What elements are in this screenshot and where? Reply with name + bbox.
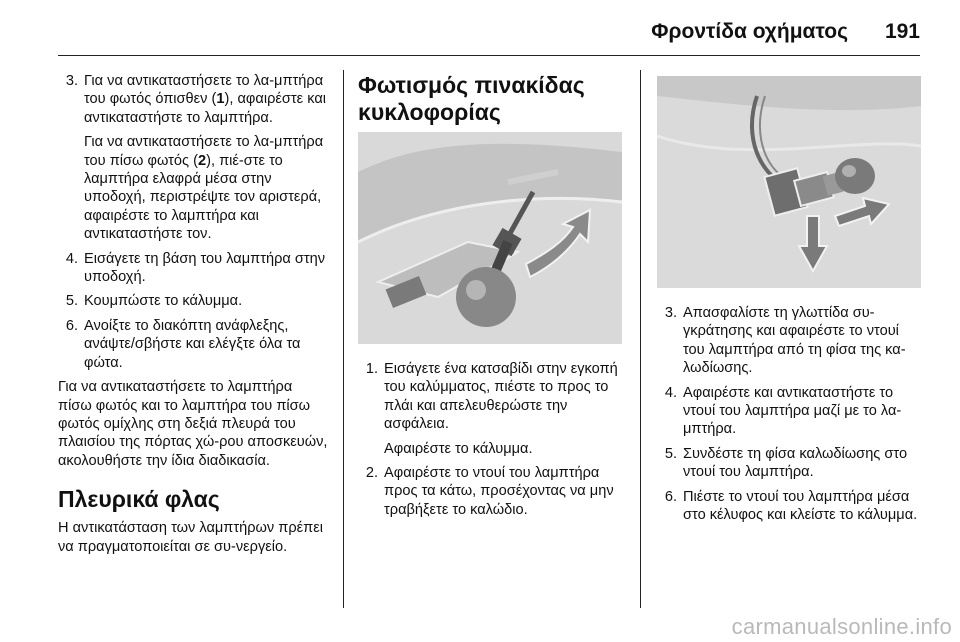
step-number: 2. xyxy=(365,465,378,482)
step-number: 5. xyxy=(664,445,677,462)
step-number: 1. xyxy=(365,361,378,377)
header-rule xyxy=(58,55,920,56)
step-number: 6. xyxy=(664,488,677,505)
step-4 xyxy=(58,250,328,287)
body-paragraph: Για να αντικαταστήσετε το λαμπτήρα πίσω φωτός και το λαμπτήρα του πίσω φωτός ομίχλης στη δεξιά πλευρά του πλαισίου της πόρτας χώ-ρου αποσκευών, ακολουθήστε την ίδια διαδικασία. xyxy=(58,379,328,469)
step-paragraph: Εισάγετε ένα κατσαβίδι στην εγκοπή του καλύμματος, πιέστε το προς το πλάι και απελευθερώστε την ασφάλεια. xyxy=(384,361,618,433)
step-number: 6. xyxy=(65,317,78,334)
column-left xyxy=(58,72,328,568)
step-3 xyxy=(58,72,328,244)
step-text: Κουμπώστε το κάλυμμα. xyxy=(84,293,243,310)
watermark: carmanualsonline.info xyxy=(731,614,952,639)
step-paragraph: Αφαιρέστε το κάλυμμα. xyxy=(384,440,533,457)
step-text: Ανοίξτε το διακόπτη ανάφλεξης, ανάψτε/σβήστε και ελέγξτε όλα τα φώτα. xyxy=(84,317,301,371)
step-text: Απασφαλίστε τη γλωττίδα συ-γκράτησης και αφαιρέστε το ντουί του λαμπτήρα από τη φίσα της κα-λωδίωσης. xyxy=(683,305,906,377)
step-paragraph: Αφαιρέστε το ντουί του λαμπτήρα προς τα κάτω, προσέχοντας να μην τραβήξετε το καλώδιο. xyxy=(384,465,614,518)
page-number: 191 xyxy=(884,20,920,43)
step-2 xyxy=(358,464,628,519)
body-paragraph: Η αντικατάσταση των λαμπτήρων πρέπει να πραγματοποιείται σε συ-νεργείο. xyxy=(58,520,323,555)
step-3 xyxy=(657,304,922,378)
step-number: 4. xyxy=(664,384,677,401)
step-number: 3. xyxy=(664,305,677,321)
page-header-title: Φροντίδα οχήματος xyxy=(651,20,848,43)
step-text: Πιέστε το ντουί του λαμπτήρα μέσα στο κέλυφος και κλείστε το κάλυμμα. xyxy=(683,488,918,524)
section-heading-license-plate-light: Φωτισμός πινακίδας κυκλοφορίας xyxy=(358,72,585,125)
step-number: 3. xyxy=(65,73,78,89)
step-text: Αφαιρέστε και αντικαταστήστε το ντουί του λαμπτήρα μαζί με το λα-μπτήρα. xyxy=(683,384,902,438)
step-5 xyxy=(58,292,328,310)
step-6 xyxy=(657,488,922,525)
column-divider xyxy=(640,70,641,608)
step-text: Εισάγετε τη βάση του λαμπτήρα στην υποδοχή. xyxy=(84,250,326,286)
step-4 xyxy=(657,384,922,439)
step-paragraph: Για να αντικαταστήσετε το λα-μπτήρα του φωτός όπισθεν (1), αφαιρέστε και αντικαταστήστε το λαμπτήρα. xyxy=(84,73,327,126)
step-5 xyxy=(657,445,922,482)
step-6 xyxy=(58,317,328,372)
step-1 xyxy=(358,360,628,458)
step-paragraph: Για να αντικαταστήσετε το λα-μπτήρα του πίσω φωτός (2), πιέ-στε το λαμπτήρα ελαφρά μέσα στην υποδοχή, περιστρέψτε τον αριστερά, αφαιρέστε το λαμπτήρα και αντικαταστήστε τον. xyxy=(84,134,324,243)
step-text: Συνδέστε τη φίσα καλωδίωσης στο ντουί του λαμπτήρα. xyxy=(683,445,908,481)
figure-bulb-holder xyxy=(657,76,921,288)
column-divider xyxy=(343,70,344,608)
figure-screwdriver-cover xyxy=(358,132,622,344)
column-middle xyxy=(358,72,628,525)
step-number: 4. xyxy=(65,250,78,267)
step-number: 5. xyxy=(65,293,78,310)
column-right xyxy=(657,72,922,530)
section-heading-side-indicators: Πλευρικά φλας xyxy=(58,486,220,513)
